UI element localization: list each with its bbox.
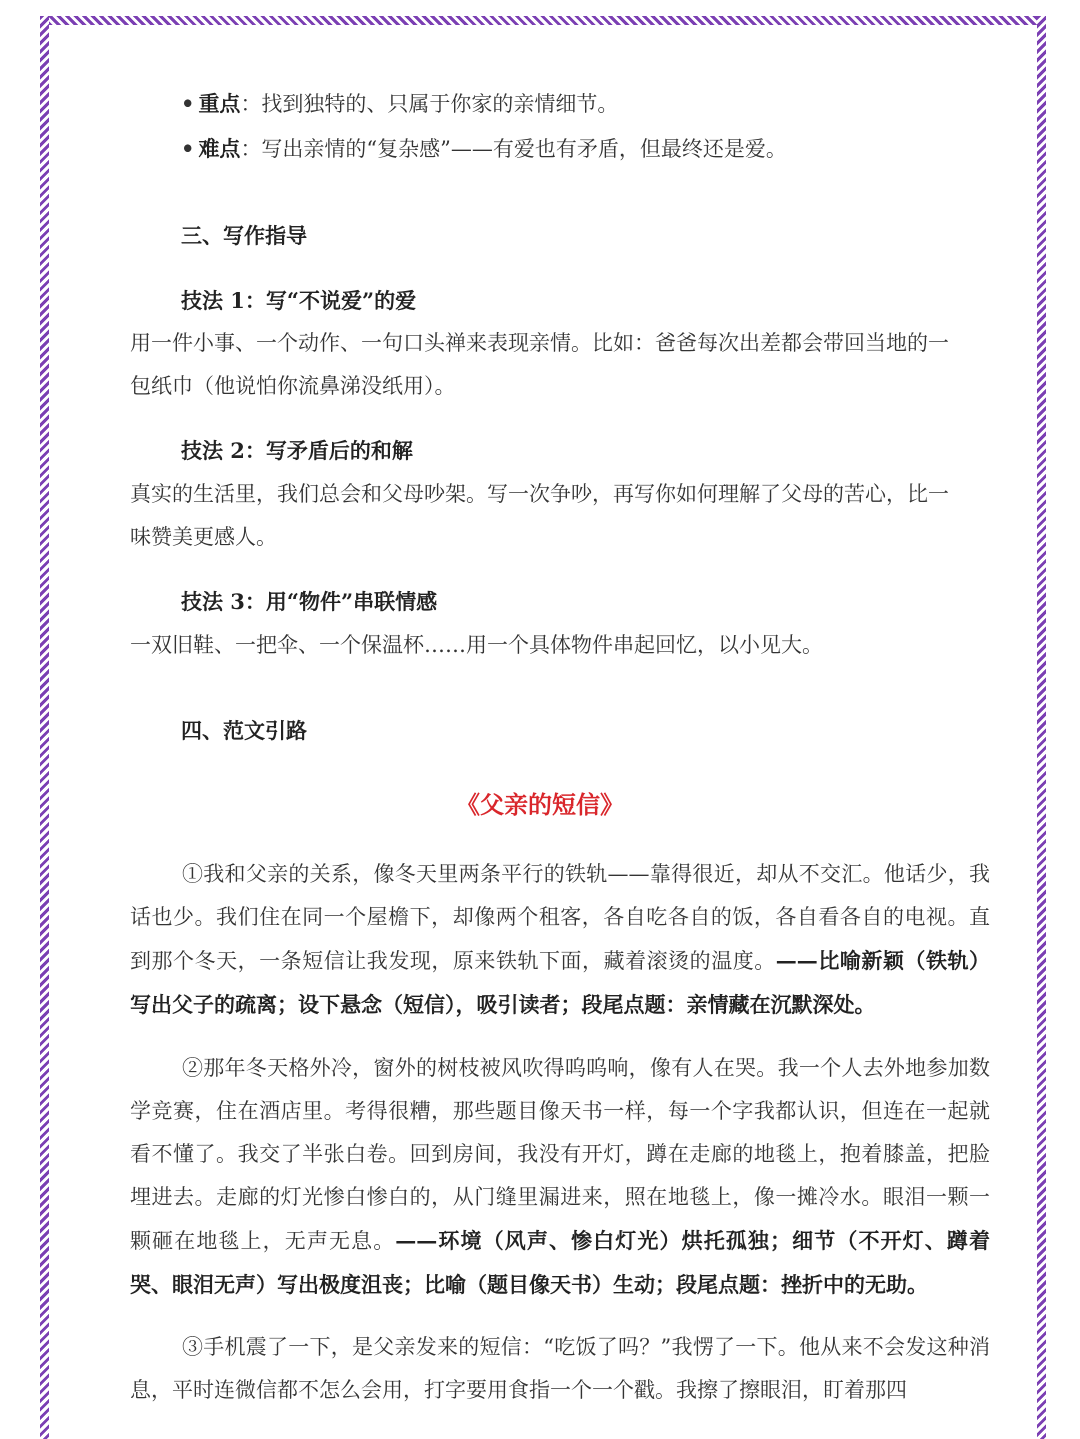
bullet-icon: • [181, 136, 195, 161]
essay-paragraph-2-note: ——环境（风声、惨白灯光）烘托孤独；细节（不开灯、蹲着哭、眼泪无声）写出极度沮丧；比喻（题目像天书）生动；段尾点题：挫折中的无助。 [130, 1228, 990, 1297]
focus-key-point [181, 89, 618, 119]
technique-2-title: 技法 2：写矛盾后的和解 [181, 438, 413, 463]
focus-key-text: ：找到独特的、只属于你家的亲情细节。 [240, 92, 619, 116]
technique-2-text-line-2: 味赞美更感人。 [130, 525, 277, 549]
section-4-heading: 四、范文引路 [181, 718, 307, 743]
section-3-heading: 三、写作指导 [181, 223, 307, 248]
technique-1-text-line-1: 用一件小事、一个动作、一句口头禅来表现亲情。比如：爸爸每次出差都会带回当地的一 [130, 331, 949, 355]
focus-key-label: 重点 [198, 91, 241, 116]
technique-1-title: 技法 1：写“不说爱”的爱 [181, 288, 417, 313]
focus-hard-text: ：写出亲情的“复杂感”——有爱也有矛盾，但最终还是爱。 [240, 137, 787, 161]
focus-hard-point [181, 134, 787, 164]
technique-2-text-line-1: 真实的生活里，我们总会和父母吵架。写一次争吵，再写你如何理解了父母的苦心，比一 [130, 482, 949, 506]
technique-1-text-line-2: 包纸巾（他说怕你流鼻涕没纸用）。 [130, 374, 456, 398]
essay-paragraph-2 [130, 1047, 990, 1307]
essay-paragraph-3 [130, 1326, 990, 1412]
essay-paragraph-2-text: ②那年冬天格外冷，窗外的树枝被风吹得呜呜响，像有人在哭。我一个人去外地参加数学竞赛，住在酒店里。考得很糟，那些题目像天书一样，每一个字我都认识，但连在一起就看不懂了。我交了半张白卷。回到房间，我没有开灯，蹲在走廊的地毯上，抱着膝盖，把脸埋进去。走廊的灯光惨白惨白的，从门缝里漏进来，照在地毯上，像一摊冷水。眼泪一颗一颗砸在地毯上，无声无息。 [130, 1056, 990, 1253]
technique-3-text-line-1: 一双旧鞋、一把伞、一个保温杯……用一个具体物件串起回忆，以小见大。 [130, 633, 823, 657]
bullet-icon: • [181, 91, 195, 116]
essay-paragraph-3-text: ③手机震了一下，是父亲发来的短信：“吃饭了吗？”我愣了一下。他从来不会发这种消息，平时连微信都不怎么会用，打字要用食指一个一个戳。我擦了擦眼泪，盯着那四 [130, 1335, 990, 1402]
technique-3-title: 技法 3：用“物件”串联情感 [181, 589, 438, 614]
essay-paragraph-1 [130, 853, 990, 1027]
essay-paragraph-1-text: ①我和父亲的关系，像冬天里两条平行的铁轨——靠得很近，却从不交汇。他话少，我话也少。我们住在同一个屋檐下，却像两个租客，各自吃各自的饭，各自看各自的电视。直到那个冬天，一条短信让我发现，原来铁轨下面，藏着滚烫的温度。 [130, 862, 990, 973]
essay-title: 《父亲的短信》 [456, 790, 624, 819]
essay-paragraph-1-note: ——比喻新颖（铁轨）写出父子的疏离；设下悬念（短信），吸引读者；段尾点题：亲情藏在沉默深处。 [130, 948, 991, 1017]
focus-hard-label: 难点 [198, 136, 241, 161]
